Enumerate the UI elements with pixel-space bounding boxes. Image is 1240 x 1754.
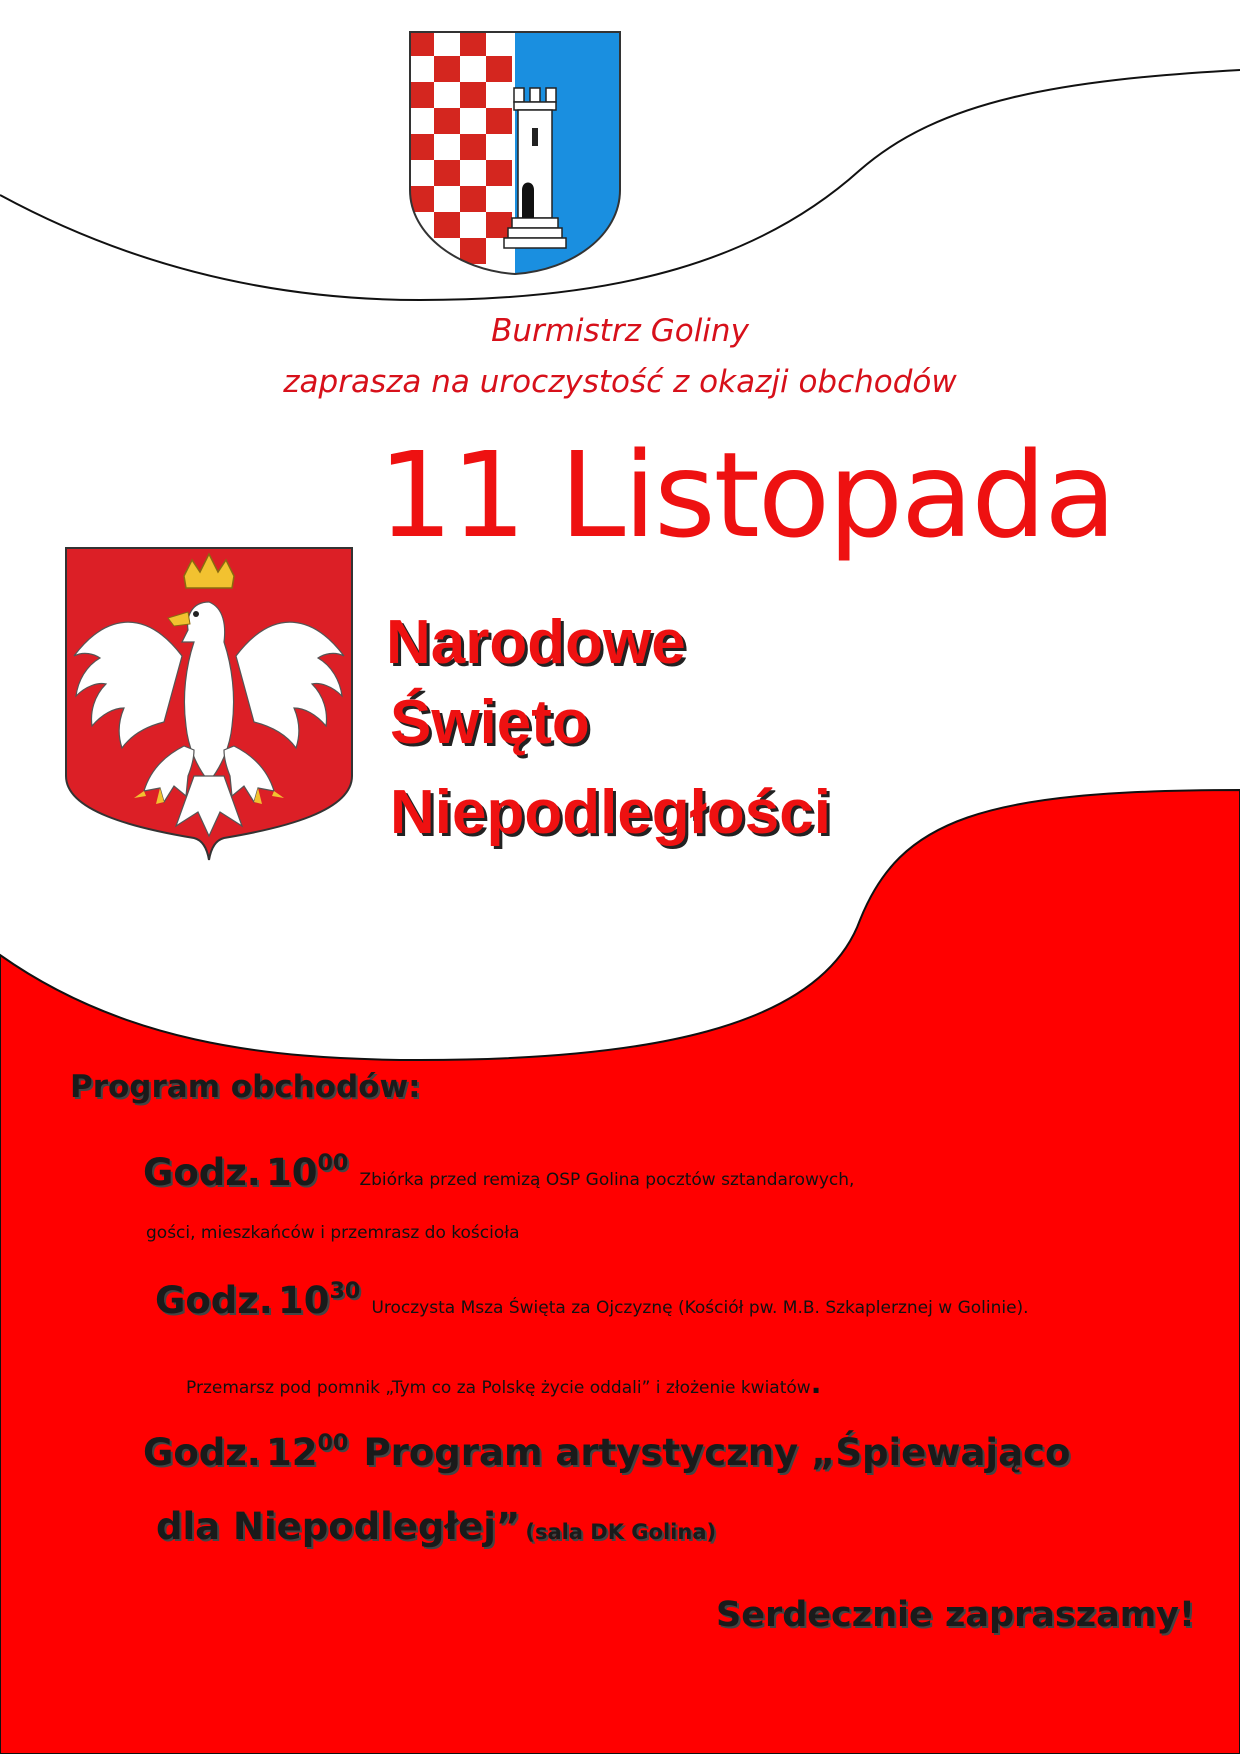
- item-3-text-cont-row: [156, 1505, 717, 1548]
- invite-line-2: zaprasza na uroczystość z okazji obchodów: [283, 364, 957, 400]
- item-2-label: Godz.: [155, 1279, 273, 1322]
- program-heading: Program obchodów:: [70, 1069, 421, 1105]
- item-2-text: Uroczysta Msza Święta za Ojczyznę (Kościół pw. M.B. Szkaplerznej w Golinie).: [371, 1298, 1029, 1318]
- program-item-2: [155, 1278, 1029, 1322]
- invite-line-1: Burmistrz Goliny: [491, 313, 749, 349]
- item-3-hour: 12: [265, 1431, 318, 1474]
- item-1-text-cont: gości, mieszkańców i przemrasz do kościoła: [146, 1223, 520, 1243]
- program-item-3: [143, 1430, 1071, 1474]
- item-2-hour: 10: [277, 1279, 330, 1322]
- item-1-label: Godz.: [143, 1151, 261, 1194]
- item-1-hour: 10: [265, 1151, 318, 1194]
- item-1-minutes: 00: [317, 1150, 349, 1176]
- item-1-text: Zbiórka przed remizą OSP Golina pocztów sztandarowych,: [359, 1170, 855, 1190]
- title-line-swieto: Święto: [390, 688, 590, 757]
- item-2-minutes: 30: [329, 1278, 361, 1304]
- item-3-label: Godz.: [143, 1431, 261, 1474]
- title-line-narodowe: Narodowe: [386, 608, 686, 677]
- item-2-text-cont: Przemarsz pod pomnik „Tym co za Polskę życie oddali” i złożenie kwiatów: [186, 1378, 811, 1398]
- golina-coat-of-arms: [408, 30, 623, 276]
- item-3-minutes: 00: [317, 1430, 349, 1456]
- item-2-text-cont-row: [186, 1367, 822, 1400]
- closing-text: Serdecznie zapraszamy!: [716, 1595, 1195, 1635]
- title-line-niepodleglosci: Niepodległości: [390, 778, 831, 847]
- date-title: 11 Listopada: [378, 426, 1115, 564]
- polish-eagle-coat-of-arms: [64, 546, 354, 862]
- program-item-1: [143, 1150, 855, 1194]
- item-3-note: (sala DK Golina): [525, 1520, 717, 1544]
- item-2-text-end: .: [810, 1367, 822, 1400]
- item-3-text-cont: dla Niepodległej”: [156, 1505, 521, 1548]
- item-3-text: Program artystyczny „Śpiewająco: [363, 1431, 1071, 1474]
